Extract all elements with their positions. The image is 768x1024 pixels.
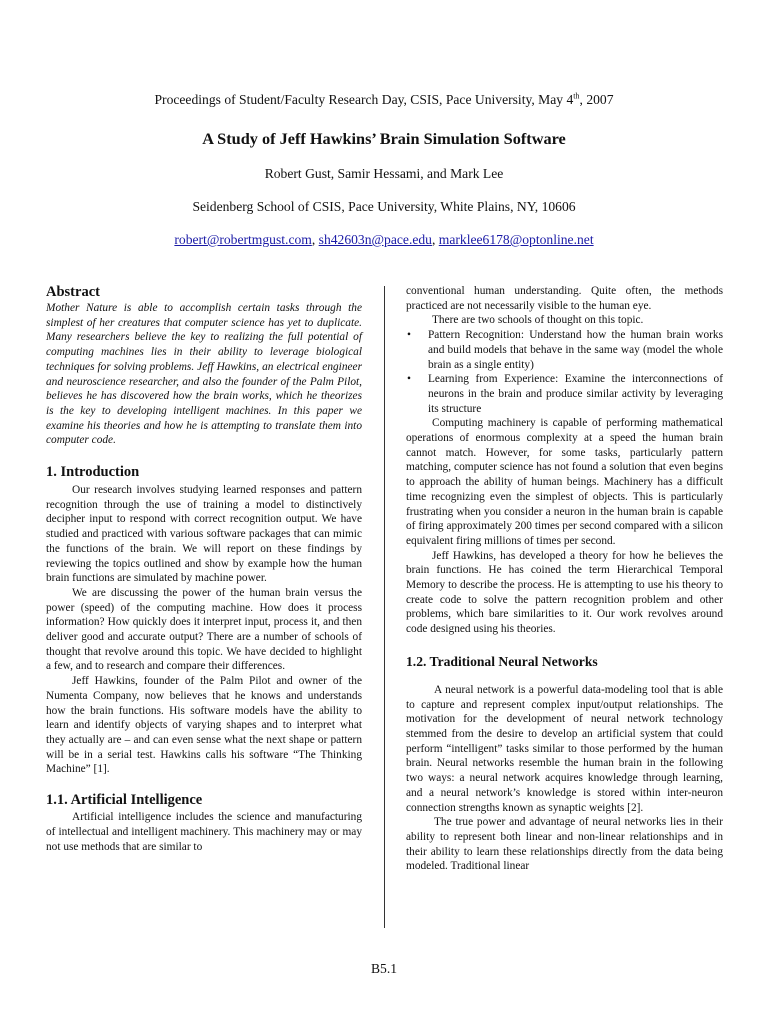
bullet-text: Pattern Recognition: Understand how the human brain works and build models that behave in the same way (model the whole brain as a single entity) — [428, 329, 723, 371]
body-paragraph: Jeff Hawkins, has developed a theory for how he believes the brain functions. He has coined the term Hierarchical Temporal Memory to describe the process. He is attempting to use his theory to create code to solve the pattern recognition problem and other problems, which bare similarities to it. Our work revolves around code designed using his theories. — [406, 549, 723, 636]
continuation-paragraph: conventional human understanding. Quite often, the methods practiced are not necessarily visible to the human eye. — [406, 285, 723, 312]
ai-heading: 1.1. Artificial Intelligence — [46, 792, 203, 809]
email-separator: , — [431, 232, 439, 247]
proceedings-line — [0, 92, 768, 108]
affiliation: Seidenberg School of CSIS, Pace University, White Plains, NY, 10606 — [192, 199, 576, 214]
column-divider — [384, 286, 385, 928]
email-link-hessami[interactable]: sh42603n@pace.edu — [318, 232, 432, 247]
bullet-glyph: • — [407, 329, 411, 342]
schools-intro: There are two schools of thought on this topic. — [432, 314, 644, 327]
body-paragraph: Computing machinery is capable of performing mathematical operations of enormous complexity at a speed the human brain cannot match. However, for some tasks, particularly pattern matching, computer science has not found a solution that even begins to approach the ability of human beings. Machinery has a difficult time recognizing even the simplest of objects. This is particularly frustrating when you consider a neuron in the human brain is capable of firing approximately 200 times per second compared with a silicon equivalent firing millions of times per second. — [406, 417, 723, 547]
bullet-text: Learning from Experience: Examine the interconnections of neurons in the brain and produce similar activity by leveraging its structure — [428, 373, 723, 415]
neural-paragraph: A neural network is a powerful data-modeling tool that is able to capture and represent complex input/output relationships. The motivation for the development of neural network technology stemmed from the desire to develop an artificial system that could perform “intelligent” tasks similar to those performed by the human brain. Neural networks resemble the human brain in the following two ways: a neural network acquires knowledge through learning, and a neural network’s knowledge is stored within inter-neuron connection strengths known as synaptic weights [2]. — [406, 683, 723, 814]
authors: Robert Gust, Samir Hessami, and Mark Lee — [264, 166, 504, 181]
proceedings-year: , 2007 — [579, 92, 614, 107]
neural-networks-heading: 1.2. Traditional Neural Networks — [406, 653, 598, 669]
introduction-paragraph: Our research involves studying learned responses and pattern recognition through the use of training a model to distinctively decipher input to respond with correct recognition output. We have studied and practiced with various software packages that can mimic the functions of the brain. We will report on these findings by reviewing the topics outlined and show by example how the human brain functions are simulated by machine power. — [46, 484, 362, 585]
email-link-lee[interactable]: marklee6178@optonline.net — [438, 232, 594, 247]
bullet-item — [406, 328, 723, 372]
page-number: B5.1 — [370, 961, 398, 976]
introduction-heading: 1. Introduction — [46, 464, 140, 481]
left-column — [46, 284, 362, 854]
abstract-text: Mother Nature is able to accomplish certain tasks through the simplest of her creatures that computer science has yet to duplicate. Many researchers believe the key to realizing the full potential of computing machines lies in their ability to leverage biological techniques for solving problems. Jeff Hawkins, an electrical engineer and neuroscience researcher, and also the founder of the Palm Pilot, believes he has discovered how the brain works, which he theorizes is the key to developing intelligent machines. In this paper we examine his theories and how he is attempting to translate them into computer code. — [46, 302, 362, 447]
proceedings-superscript: th — [573, 91, 580, 101]
introduction-paragraph: Jeff Hawkins, founder of the Palm Pilot and owner of the Numenta Company, now believes that he knows and understands how the brain functions. His software models have the ability to learn and identify objects of varying shapes and to interpret what they actually are – and can even sense what the next shape or pattern will be in a serial test. Hawkins calls his software “The Thinking Machine” [1]. — [46, 675, 362, 776]
email-separator: , — [311, 232, 319, 247]
introduction-paragraph: We are discussing the power of the human brain versus the power (speed) of the computing machine. How does it process information? How quickly does it interpret input, process it, and then deliver good and accurate output? There are a number of schools of thought that revolve around this topic. We have decided to highlight a few, and to research and compare their differences. — [46, 586, 362, 673]
email-link-gust[interactable]: robert@robertmgust.com — [174, 232, 312, 247]
email-list — [0, 232, 768, 248]
bullet-glyph: • — [407, 373, 411, 386]
paper-title: A Study of Jeff Hawkins’ Brain Simulation Software — [202, 129, 566, 148]
bullet-item — [406, 372, 723, 416]
bullet-list — [406, 328, 723, 416]
abstract-heading: Abstract — [46, 284, 100, 300]
ai-paragraph: Artificial intelligence includes the science and manufacturing of intellectual and intelligent machinery. This machinery may or may not use methods that are similar to — [46, 811, 362, 853]
proceedings-text: Proceedings of Student/Faculty Research Day, CSIS, Pace University, May 4 — [154, 92, 574, 107]
right-column — [406, 284, 723, 874]
neural-paragraph: The true power and advantage of neural networks lies in their ability to represent both linear and non-linear relationships and in their ability to learn these relationships directly from the data being modeled. Traditional linear — [406, 816, 723, 873]
